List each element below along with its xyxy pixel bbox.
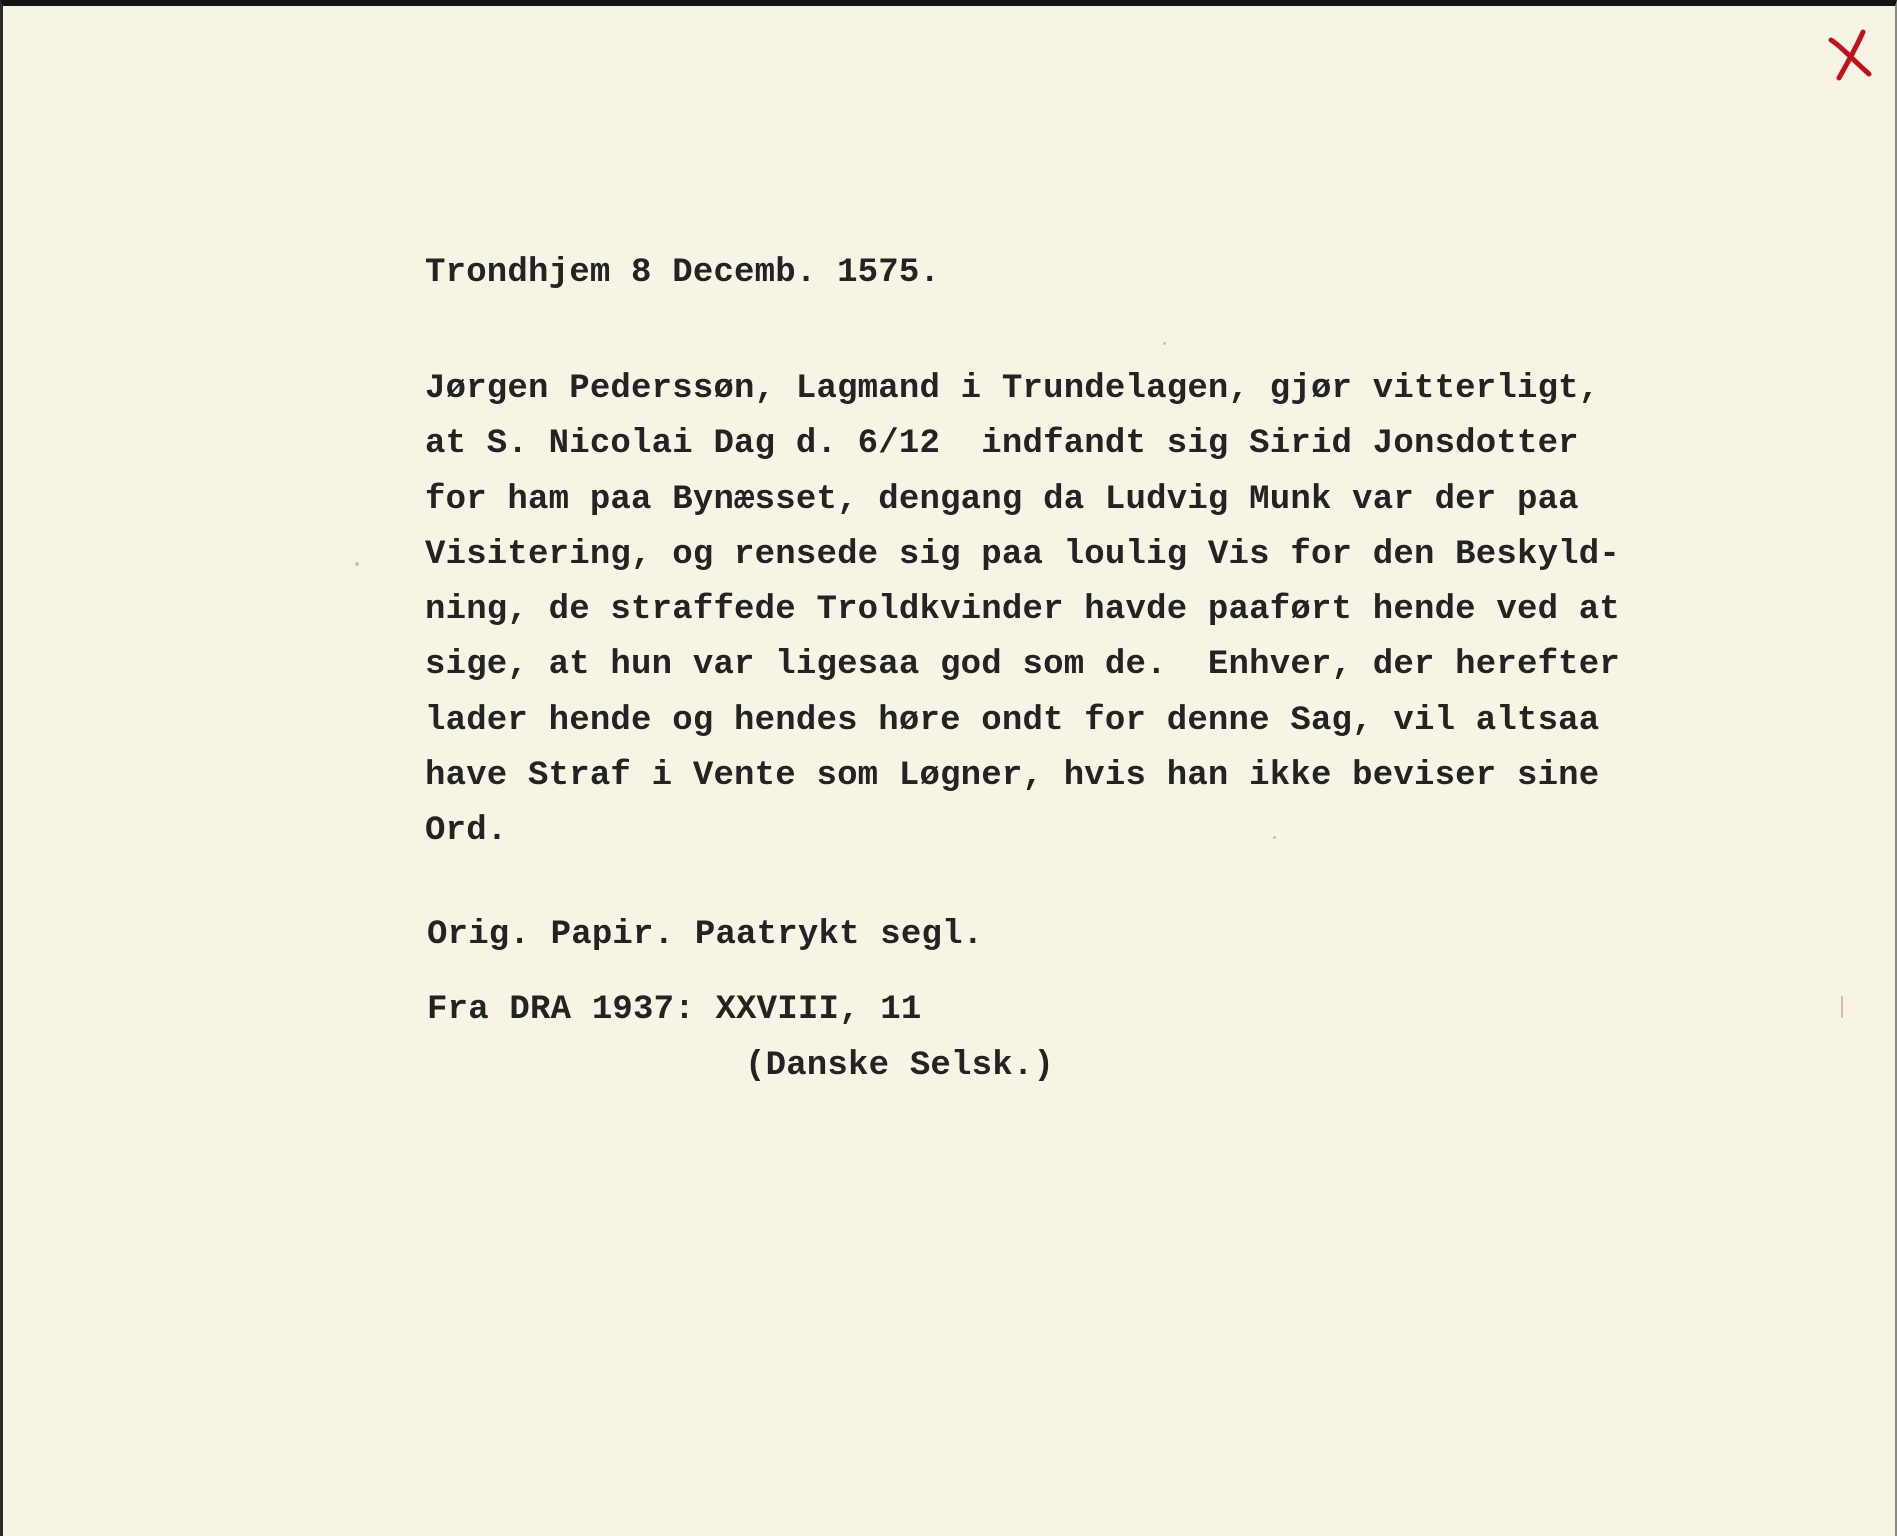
note-line: Orig. Papir. Paatrykt segl. [427,916,984,954]
date-line: Trondhjem 8 Decemb. 1575. [425,254,941,292]
paper-speck [355,562,359,566]
body-line: Jørgen Pederssøn, Lagmand i Trundelagen, gjør vitterligt, [425,370,1600,408]
paper-speck [1163,342,1166,345]
source-sub: (Danske Selsk.) [745,1047,1055,1085]
body-line: ning, de straffede Troldkvinder havde paaført hende ved at [425,591,1620,630]
paper-speck [1273,836,1276,839]
body-line: Ord. [425,812,508,851]
body-line: have Straf i Vente som Løgner, hvis han ikke beviser sine [425,757,1600,796]
handwritten-x-mark [1823,26,1879,82]
body-line: for ham paa Bynæsset, dengang da Ludvig Munk var der paa [425,480,1579,519]
paper-speck [1841,996,1843,1018]
source-line: Fra DRA 1937: XXVIII, 11 [427,991,922,1029]
body-line: lader hende og hendes høre ondt for denne Sag, vil altsaa [425,701,1600,740]
body-line: sige, at hun var ligesaa god som de. Enhver, der herefter [425,646,1620,685]
body-text [425,362,1620,860]
body-line: at S. Nicolai Dag d. 6/12 indfandt sig Sirid Jonsdotter [425,425,1579,464]
body-line: Visitering, og rensede sig paa loulig Vis for den Beskyld- [425,535,1620,574]
